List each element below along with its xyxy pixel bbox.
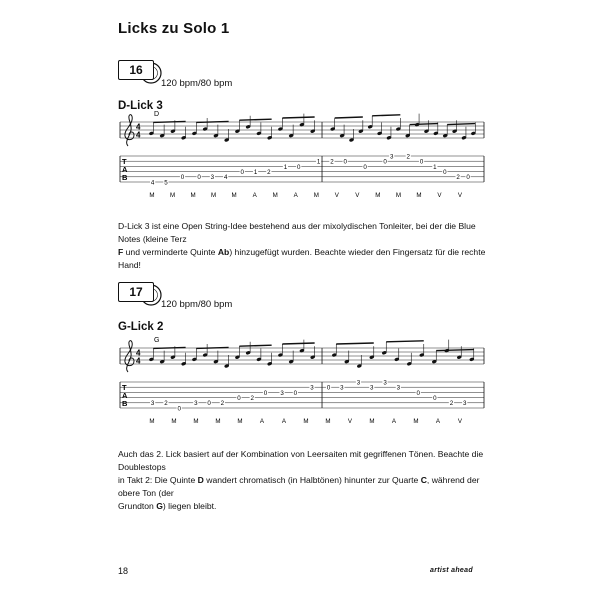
picking-finger: M <box>149 418 155 425</box>
note-beam <box>239 345 271 346</box>
tab-number: 3 <box>340 384 344 392</box>
tab-number: 2 <box>267 169 271 176</box>
picking-finger: A <box>252 192 257 199</box>
picking-finger: M <box>211 192 217 199</box>
time-signature: 4 <box>136 130 141 140</box>
picking-finger: M <box>303 418 309 425</box>
tab-clef-letter: T <box>122 157 127 166</box>
picking-finger: M <box>215 418 221 425</box>
tempo-label: 120 bpm/80 bpm <box>161 299 233 310</box>
tab-number: 2 <box>164 400 168 408</box>
tab-number: 1 <box>253 169 258 176</box>
picking-finger: M <box>193 418 199 425</box>
note-beam <box>436 350 473 351</box>
picking-finger: A <box>293 192 298 199</box>
note-beam <box>336 343 373 344</box>
tab-number: 3 <box>194 400 198 408</box>
picking-finger: M <box>395 192 401 199</box>
tab-number: 3 <box>150 400 155 408</box>
tab-number: 0 <box>443 169 447 176</box>
tab-number: 3 <box>396 384 401 392</box>
tab-number: 0 <box>293 389 298 397</box>
note-beam <box>447 124 475 125</box>
tab-clef-letter: B <box>122 173 128 182</box>
text-run: in Takt 2: Die Quinte <box>118 475 198 485</box>
publisher-logo: artist ahead <box>430 567 473 574</box>
tab-number: 3 <box>383 379 387 387</box>
tab-number: 5 <box>164 179 168 187</box>
text-run: , während der obere Ton (der <box>118 475 480 498</box>
picking-finger: M <box>369 418 375 425</box>
tab-number: 1 <box>283 163 288 171</box>
tab-number: 0 <box>466 174 470 182</box>
track-number: 17 <box>118 282 154 302</box>
picking-finger: A <box>259 418 265 425</box>
note-beam <box>372 115 400 116</box>
tab-number: 0 <box>296 163 301 171</box>
tab-number: 0 <box>197 174 201 182</box>
track-badge <box>118 282 162 302</box>
picking-finger: A <box>391 418 397 425</box>
tab-number: 3 <box>210 174 215 182</box>
treble-clef-icon <box>125 341 134 372</box>
picking-finger: M <box>272 192 278 199</box>
tab-number: 0 <box>433 395 437 402</box>
tab-number: 3 <box>356 379 361 387</box>
lick-title: D-Lick 3 <box>118 100 163 112</box>
tab-number: 0 <box>177 405 181 413</box>
tab-number: 2 <box>456 174 460 182</box>
text-run: D-Lick 3 ist eine Open String-Idee bestehend aus der mixolydischen Tonleiter, bei der die Blue Notes (kleine Terz <box>118 221 476 244</box>
music-notation-2 <box>118 332 488 444</box>
picking-finger: V <box>457 192 463 199</box>
tab-number: 0 <box>240 169 245 176</box>
note-beam <box>196 121 228 122</box>
tab-number: 4 <box>223 174 228 182</box>
note-beam <box>153 347 185 348</box>
treble-clef-icon <box>125 115 134 146</box>
tab-number: 0 <box>383 158 387 166</box>
text-run: und verminderte Quinte <box>123 247 218 257</box>
note-beam <box>153 121 185 122</box>
description-line <box>118 448 488 474</box>
picking-finger: M <box>171 418 177 425</box>
page-title: Licks zu Solo 1 <box>118 20 230 37</box>
description-line <box>118 246 488 272</box>
picking-finger: M <box>325 418 331 425</box>
tab-number: 1 <box>316 158 321 166</box>
track-badge <box>118 60 162 80</box>
page-number: 18 <box>118 566 129 576</box>
note-name: G <box>156 501 163 511</box>
chord-symbol: G <box>154 337 160 344</box>
time-signature: 4 <box>136 122 141 132</box>
picking-finger: M <box>375 192 381 199</box>
time-signature: 4 <box>136 356 141 366</box>
tab-number: 0 <box>343 158 347 166</box>
tab-number: 3 <box>389 153 394 161</box>
tab-number: 2 <box>449 400 454 408</box>
tab-number: 0 <box>237 395 241 402</box>
picking-finger: V <box>347 418 353 425</box>
picking-finger: M <box>313 192 319 199</box>
tab-number: 3 <box>310 384 314 392</box>
tab-number: 3 <box>462 400 467 408</box>
tab-clef-letter: A <box>122 391 128 400</box>
track-number: 16 <box>118 60 154 80</box>
chord-symbol: D <box>154 111 160 118</box>
text-run: ) liegen bleibt. <box>162 501 217 511</box>
note-name: Ab <box>217 247 230 257</box>
note-beam <box>386 341 423 342</box>
time-signature: 4 <box>136 348 141 358</box>
description-line <box>118 500 488 513</box>
text-run: Grundton <box>118 501 157 511</box>
description-line <box>118 474 488 500</box>
note-beam <box>196 347 228 348</box>
tab-number: 3 <box>280 389 284 397</box>
note-name: D <box>197 475 204 485</box>
picking-finger: V <box>437 192 442 199</box>
tab-clef-letter: B <box>122 399 128 408</box>
picking-finger: M <box>237 418 243 425</box>
note-name: C <box>420 475 427 485</box>
tab-number: 0 <box>363 163 367 171</box>
lick-title: G-Lick 2 <box>118 321 164 333</box>
picking-finger: A <box>435 418 441 425</box>
tab-number: 0 <box>207 400 211 408</box>
picking-finger: M <box>416 192 422 199</box>
note-beam <box>239 119 271 120</box>
note-beam <box>282 343 314 344</box>
picking-finger: M <box>149 192 155 199</box>
text-run: Auch das 2. Lick basiert auf der Kombination von Leersaiten mit gegriffenen Tönen. Beachte die Doublestops <box>118 449 484 472</box>
note-name: F <box>118 247 124 257</box>
description-line <box>118 220 488 246</box>
tab-number: 2 <box>250 395 254 402</box>
tab-number: 2 <box>406 153 411 161</box>
lick-description <box>118 220 488 272</box>
tab-number: 0 <box>263 389 268 397</box>
music-notation-1 <box>118 106 488 214</box>
tempo-label: 120 bpm/80 bpm <box>161 78 233 89</box>
tab-number: 0 <box>419 158 424 166</box>
picking-finger: V <box>457 418 463 425</box>
lick-description <box>118 448 488 513</box>
tab-number: 1 <box>433 163 437 171</box>
tab-clef-letter: A <box>122 165 128 174</box>
tab-number: 0 <box>416 389 420 397</box>
note-beam <box>335 117 363 118</box>
tab-number: 3 <box>370 384 374 392</box>
picking-finger: M <box>169 192 176 199</box>
tab-clef-letter: T <box>122 383 127 392</box>
text-run: ) hinzugefügt wurden. Beachte wieder den Fingersatz für die rechte Hand! <box>118 247 486 270</box>
picking-finger: M <box>190 192 196 199</box>
note-beam <box>410 124 438 125</box>
tab-number: 0 <box>180 174 185 182</box>
picking-finger: M <box>231 192 237 199</box>
tab-number: 2 <box>220 400 225 408</box>
tab-number: 4 <box>150 179 155 187</box>
picking-finger: V <box>355 192 360 199</box>
picking-finger: M <box>413 418 419 425</box>
picking-finger: A <box>281 418 287 425</box>
text-run: wandert chromatisch (in Halbtönen) hinunter zur Quarte <box>203 475 421 485</box>
tab-number: 0 <box>326 384 331 392</box>
tab-number: 2 <box>330 158 334 166</box>
note-beam <box>282 117 314 118</box>
picking-finger: V <box>334 192 339 199</box>
